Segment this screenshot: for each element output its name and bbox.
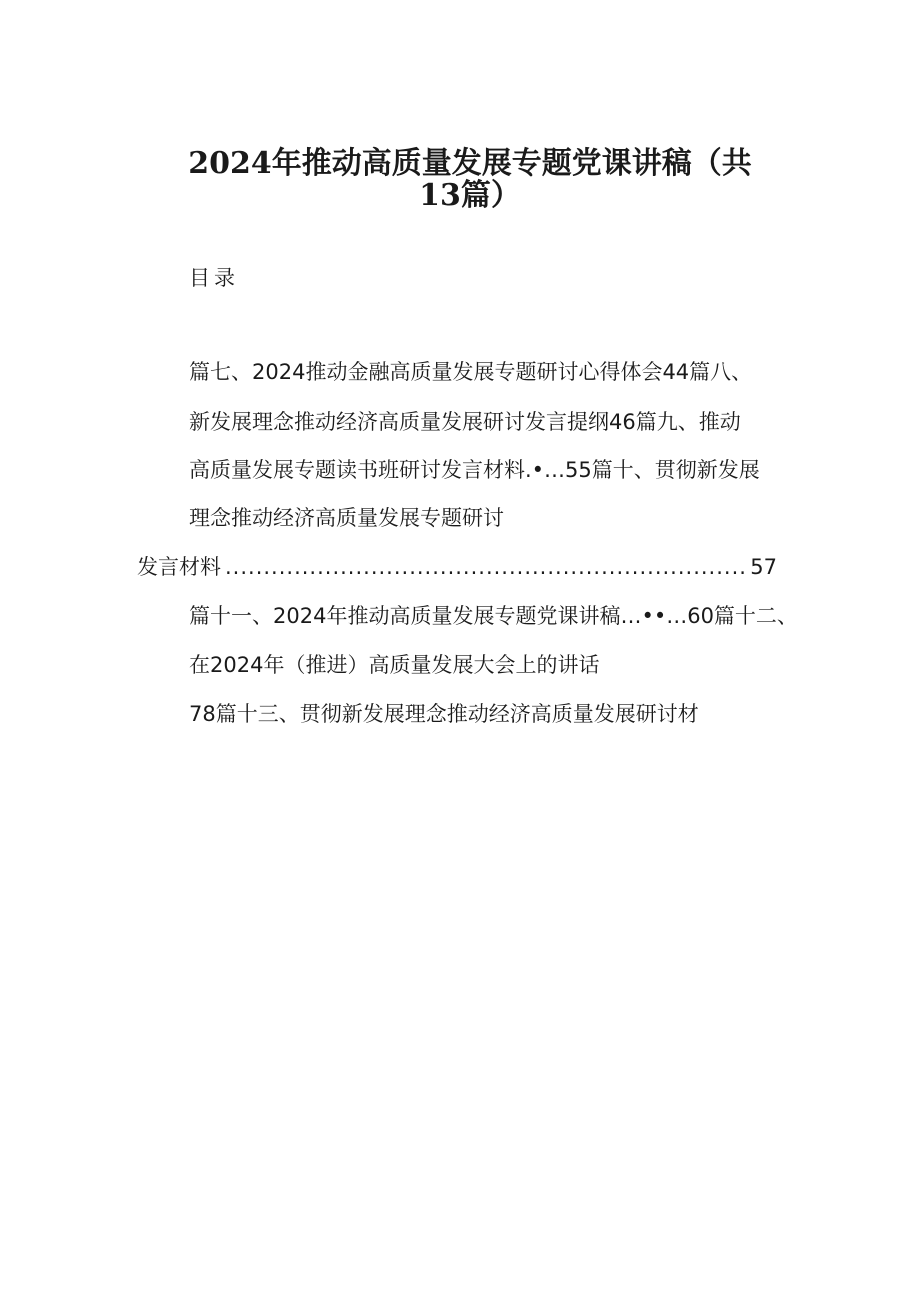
toc-line: 新发展理念推动经济高质量发展研讨发言提纲46篇九、推动 [189, 410, 741, 434]
toc-dotted-entry [137, 557, 777, 578]
toc-entry-page: 57 [750, 555, 777, 579]
document-title-line-2: 13篇） [419, 178, 521, 213]
dot-leader [225, 557, 746, 578]
toc-line: 在2024年（推进）高质量发展大会上的讲话 [189, 653, 600, 677]
toc-line: 篇十一、2024年推动高质量发展专题党课讲稿…••…60篇十二、 [189, 604, 798, 628]
toc-line: 篇七、2024推动金融高质量发展专题研讨心得体会44篇八、 [189, 360, 753, 384]
toc-heading: 目录 [189, 266, 239, 290]
toc-line: 78篇十三、贯彻新发展理念推动经济高质量发展研讨材 [189, 702, 699, 726]
document-title-line-1: 2024年推动高质量发展专题党课讲稿（共 [188, 146, 752, 181]
toc-line: 高质量发展专题读书班研讨发言材料.•…55篇十、贯彻新发展 [189, 458, 760, 482]
toc-line: 理念推动经济高质量发展专题研讨 [189, 506, 504, 530]
toc-entry-label: 发言材料 [137, 555, 221, 579]
